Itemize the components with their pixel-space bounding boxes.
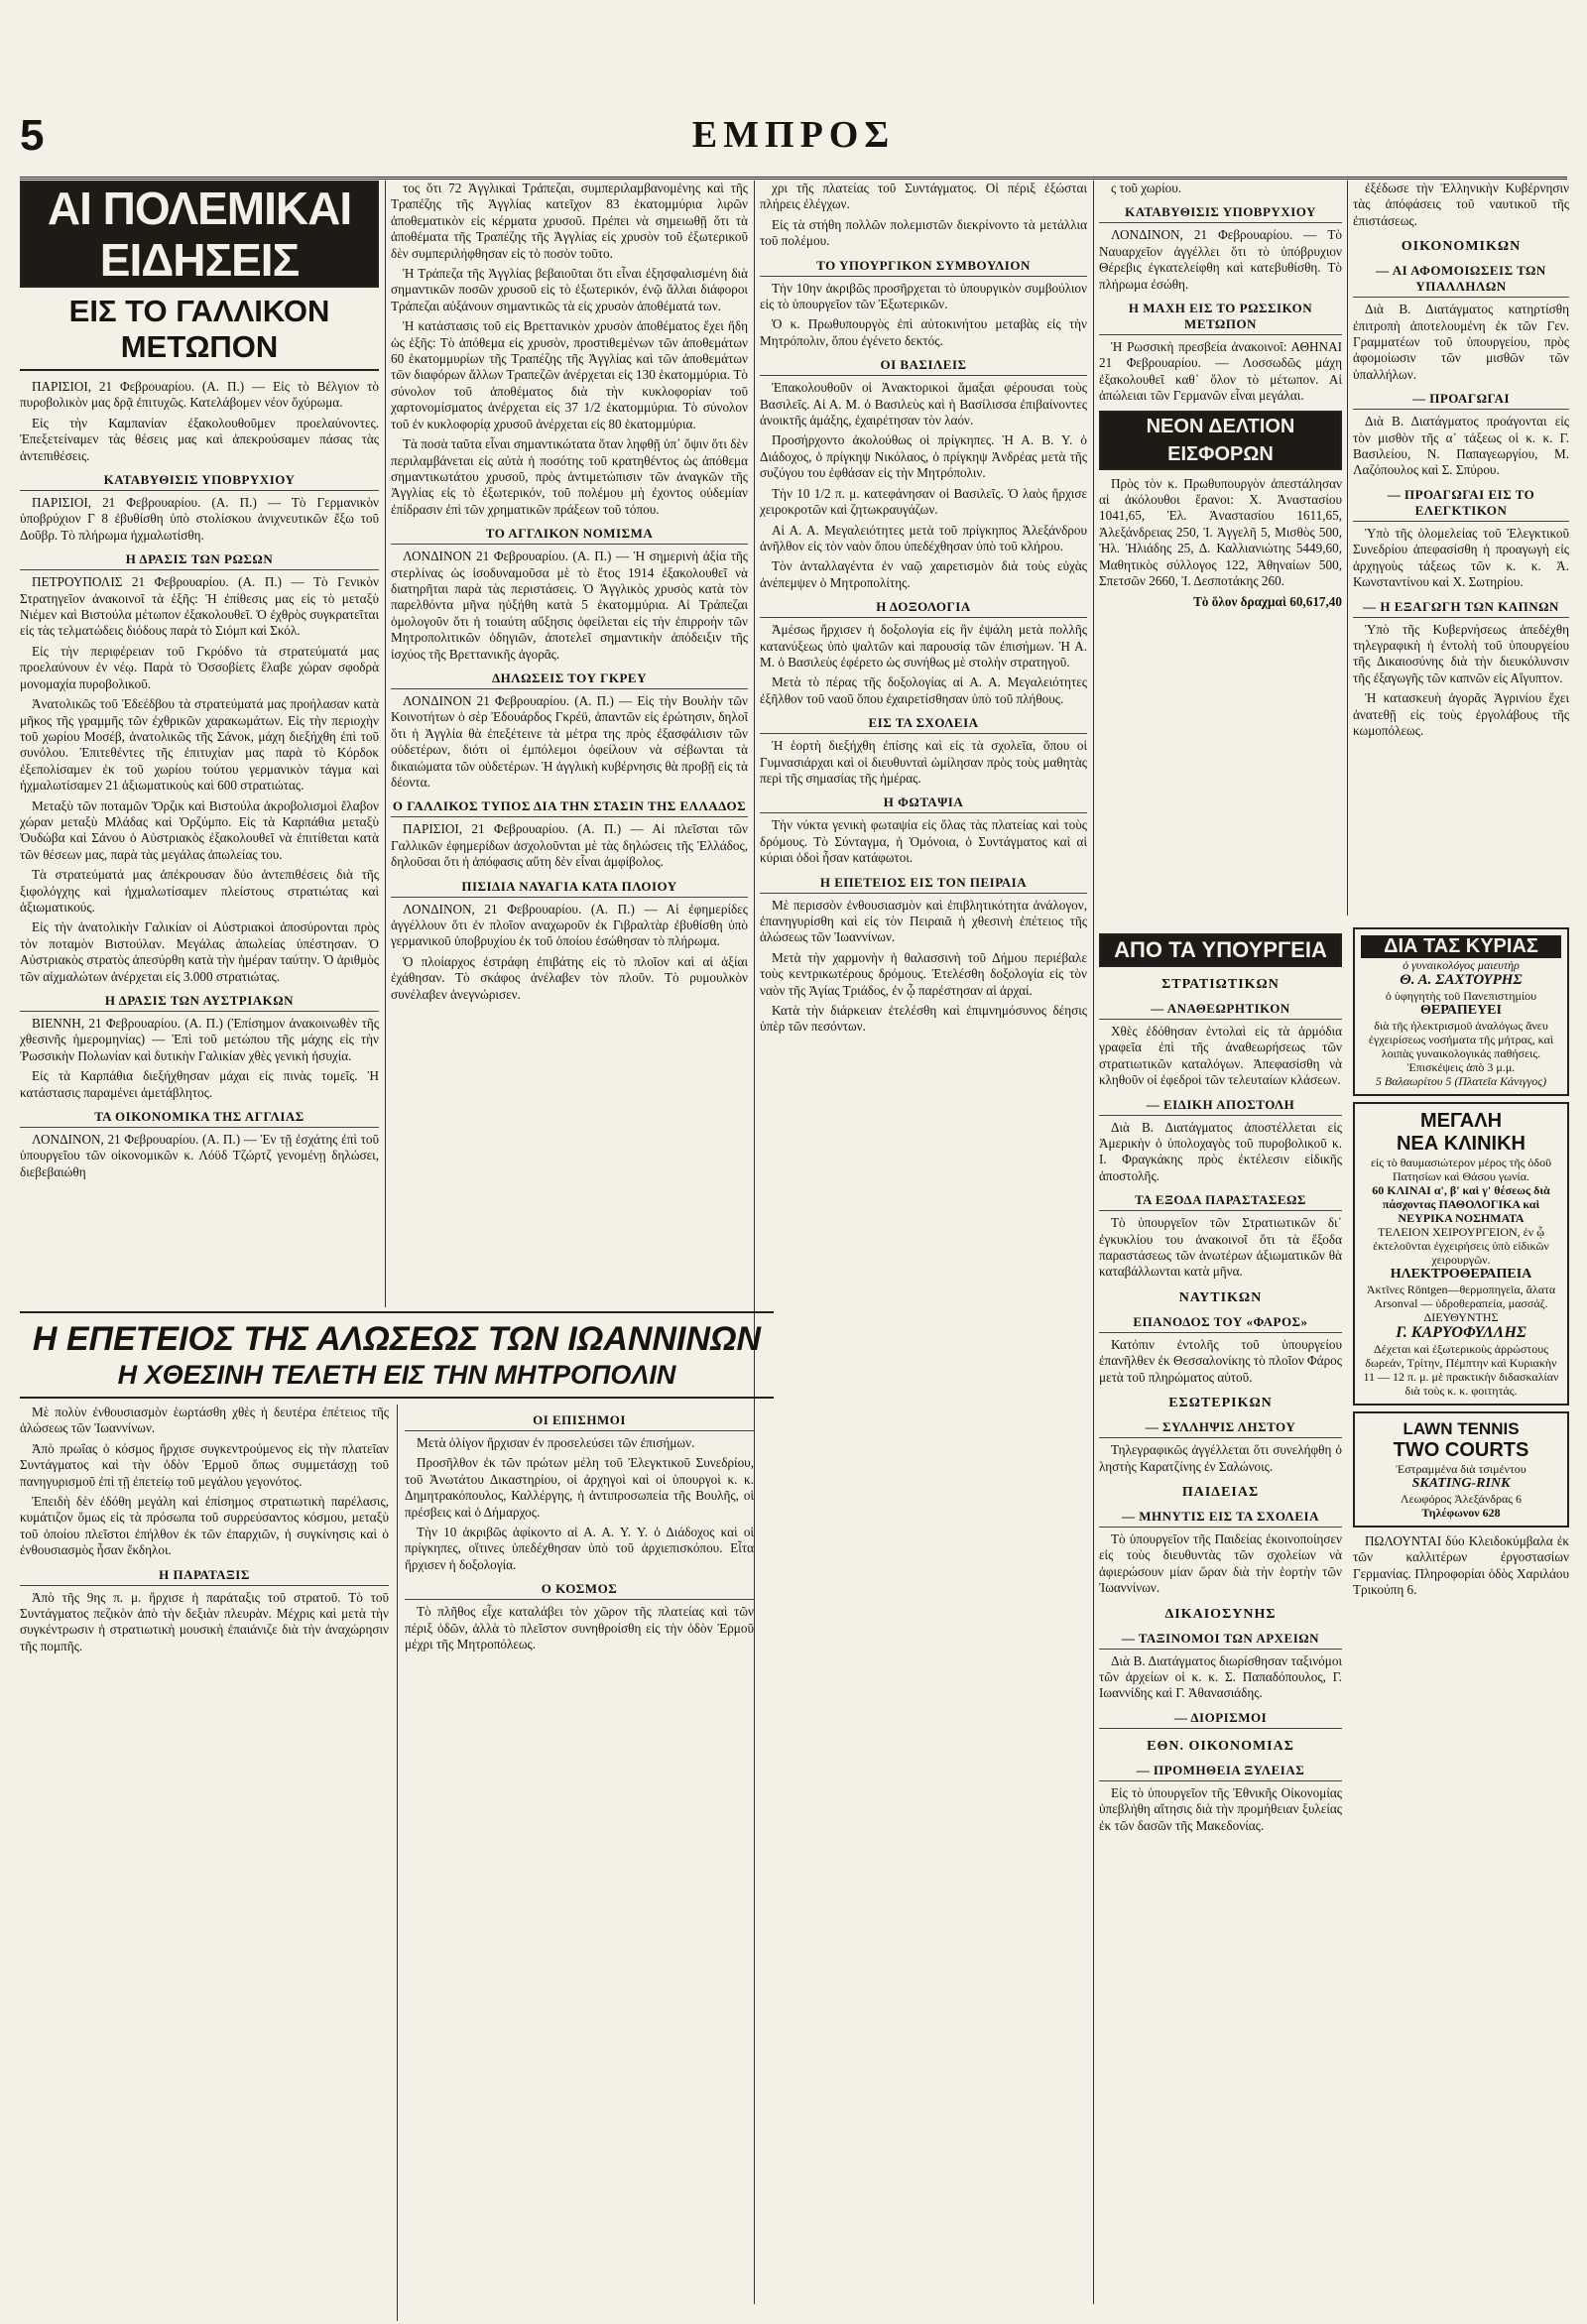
subsection-heading: ΤΑ ΕΞΟΔΑ ΠΑΡΑΣΤΑΣΕΩΣ	[1099, 1192, 1342, 1211]
ad-line: Ἀκτῖνες Röntgen—θερμοπηγεῖα, ἄλατα Arsonval — ὑδροθεραπεία, μασσάζ.	[1366, 1283, 1556, 1310]
headline-war-news: ΑΙ ΠΟΛΕΜΙΚΑΙ ΕΙΔΗΣΕΙΣ	[20, 181, 379, 288]
article-paragraph: ΠΕΤΡΟΥΠΟΛΙΣ 21 Φεβρουαρίου. (Α. Π.) — Τὸ Γενικὸν Στρατηγεῖον ἀνακοινοῖ τὰ ἑξῆς: Ἡ ἐπίθεσις μας εἰς τὸ μεταξὺ Νιέμεν καὶ Βιστούλα μέτωπον ἐξακολουθεῖ. Ὁ ἐχθρὸς συγκρατεῖται εἰς τὰς τελματώδεις διόδους παρὰ τὸ Σιόμπ καὶ Σκόλ.	[20, 574, 379, 639]
article-paragraph: Μετὰ ὀλίγον ἤρχισαν ἐν προσελεύσει τῶν ἐπισήμων.	[417, 1435, 695, 1450]
article-paragraph: Τὴν 10 1/2 π. μ. κατεφάνησαν οἱ Βασιλεῖς. Ὁ λαὸς ἤρχισε χειροκροτῶν καὶ ζητωκραυγάζων.	[760, 485, 1087, 518]
ad-line: ὁ ὑφηγητὴς τοῦ Πανεπιστημίου	[1385, 989, 1537, 1003]
ad-clinic	[1353, 1102, 1569, 1406]
article-paragraph: Τὰ στρατεύματά μας ἀπέκρουσαν δύο ἀντεπιθέσεις διὰ τῆς ξιφολόγχης καὶ ἠχμαλωτίσαμεν πλείστους στρατιώτας καὶ ἀξιωματικούς.	[20, 867, 379, 915]
article-paragraph: Ὑπὸ τῆς Κυβερνήσεως ἀπεδέχθη τηλεγραφικὴ ἡ ἐντολὴ τοῦ ὑπουργείου τῆς Δικαιοσύνης διὰ τὴν διευκόλυνσιν τῆς ἐξαγωγῆς τῶν καπνῶν εἰς Αἴγυπτον.	[1353, 621, 1569, 685]
article-paragraph: Μεταξὺ τῶν ποταμῶν Ὄρζικ καὶ Βιστούλα ἀκροβολισμοὶ ἔλαβον χώραν μεταξὺ Μλάδας καὶ Ὀρζύμπο. Εἰς τὰ Καρπάθια μεταξὺ Ὀυδώβα καὶ Σάνου ὁ Αὐστριακὸς ἐξακολουθεῖ νὰ ἐπιτίθεται κατὰ τῶν θέσεων μας, παρὰ τὰς μεγάλας ἀπωλείας του.	[20, 797, 379, 862]
subsection-heading: — ΤΑΞΙΝΟΜΟΙ ΤΩΝ ΑΡΧΕΙΩΝ	[1099, 1631, 1342, 1650]
ad-line: Δέχεται καὶ ἐξωτερικοὺς ἀρρώστους δωρεάν, Τρίτην, Πέμπτην καὶ Κυριακὴν 11 — 12 π. μ. μὲ πρακτικὴν διδασκαλίαν διὰ τοὺς κ. κ. φοιτητάς.	[1363, 1342, 1559, 1398]
ad-line: εἰς τὸ θαυμασιώτερον μέρος τῆς ὁδοῦ Πατησίων καὶ Θάσου γωνία.	[1370, 1156, 1552, 1183]
article-paragraph: Ἀπὸ πρωΐας ὁ κόσμος ἤρχισε συγκεντρούμενος εἰς τὴν πλατεῖαν Συντάγματος καὶ τὴν ὁδὸν Ἑρμοῦ ὅπως συμμετάσχῃ τοῦ πανηγυρισμοῦ ἐπὶ τῇ ἐπετείῳ τοῦ μεγάλου γεγονότος.	[20, 1440, 389, 1489]
subsection-heading: — ΑΝΑΘΕΩΡΗΤΙΚΟΝ	[1099, 1001, 1342, 1020]
section-heading: ΣΤΡΑΤΙΩΤΙΚΩΝ	[1161, 977, 1280, 992]
column-2	[391, 181, 748, 1307]
ad-title: ΜΕΓΑΛΗ	[1419, 1110, 1503, 1132]
article-paragraph: Εἰς τὴν ἀνατολικὴν Γαλικίαν οἱ Αὐστριακοὶ ἀποσύρονται πρὸς τὸν ποταμὸν Βιστούλαν. Μεγάλας ἀπωλείας ὑπέστησαν. Ὁ Αὐστριακὸς στρατὸς ἀπεσύρθη κατὰ τὴν ἡμέραν ταύτην. Ὁ ἀριθμὸς τῶν αἰχμαλώτων ἀνέρχεται εἰς 3.000 στρατιώτας.	[20, 919, 379, 984]
ad-line: 5 Βαλαωρίτου 5 (Πλατεῖα Κάνιγγος)	[1375, 1074, 1547, 1088]
article-paragraph: Μὲ πολὺν ἐνθουσιασμὸν ἑωρτάσθη χθὲς ἡ δευτέρα ἐπέτειος τῆς ἁλώσεως τῶν Ἰωαννίνων.	[20, 1405, 389, 1436]
article-paragraph: Ἀπὸ τῆς 9ης π. μ. ἤρχισε ἡ παράταξις τοῦ στρατοῦ. Τὸ τοῦ Συντάγματος πεζικὸν ἀπὸ τὴν δεξιὰν πλευρὰν. Μέχρις καὶ μετὰ τὴν συγκέντρωσιν ἡ στρατιωτικὴ μουσικὴ ἐπαιάνιζε διὰ τὴν ἀναχώρησιν τῆς πομπῆς.	[20, 1589, 389, 1653]
ad-title: TWO COURTS	[1393, 1439, 1529, 1461]
article-paragraph: Εἰς τὴν Καμπανίαν ἐξακολουθοῦμεν προελαύνοντες. Ἐπεξετείναμεν τὰς θέσεις μας καὶ ἀπεκρούσαμεν πάσας τὰς ἀντεπιθέσεις.	[20, 415, 379, 463]
column-1	[20, 181, 379, 1307]
column-4	[1099, 181, 1342, 916]
ioannina-columns	[20, 1399, 774, 2321]
ad-line: Λεωφόρος Ἀλεξάνδρας 6	[1400, 1492, 1523, 1506]
ad-kyrias	[1353, 927, 1569, 1096]
article-paragraph: Μετὰ τὴν χαρμονὴν ἡ θαλασσινὴ τοῦ Δήμου περιέβαλε τοὺς κεντρικωτέρους δρόμους. Ἐτελέσθη δοξολογία εἰς τὸν ναὸν τῆς Ἁγίας Τριάδος, ἐν ᾧ παρέστησαν αἱ ἀρχαί.	[760, 949, 1087, 998]
article-paragraph: Ἡ ἑορτὴ διεξήχθη ἐπίσης καὶ εἰς τὰ σχολεῖα, ὅπου οἱ Γυμνασιάρχαι καὶ οἱ διευθυνταὶ ὡμίλησαν πρὸς τοὺς μαθητὰς περὶ τῆς σημασίας τῆς ἡμέρας.	[760, 738, 1087, 786]
ioannina-left-column	[20, 1405, 389, 2321]
article-paragraph: Διὰ Β. Διατάγματος προάγονται εἰς τὸν μισθὸν τῆς α᾽ τάξεως οἱ κ. κ. Γ. Βασιλείου, Ν. Παπαγεωργίου, Μ. Λαζόπουλος καὶ Σ. Σπύρου.	[1353, 414, 1569, 478]
section-heading: ΠΙΣΙΔΙΑ ΝΑΥΑΓΙΑ ΚΑΤΑ ΠΛΟΙΟΥ	[391, 879, 748, 898]
ad-line: διὰ τῆς ἠλεκτρισμοῦ ἀναλόγως ἄνευ ἐγχειρίσεως νοσήματα τῆς μήτρας, καὶ λοιπὰς γυναικολογικάς παθήσεις. Ἐπισκέψεις ἀπὸ 3 μ.μ.	[1368, 1019, 1554, 1074]
article-paragraph: χρι τῆς πλατείας τοῦ Συντάγματος. Οἱ πέριξ ἐξώσται πλήρεις ἐλέγχων.	[760, 181, 1087, 212]
ad-line: 60 ΚΛΙΝΑΙ α', β' καὶ γ' θέσεως διὰ πάσχοντας ΠΑΘΟΛΟΓΙΚΑ καὶ ΝΕΥΡΙΚΑ ΝΟΣΗΜΑΤΑ	[1372, 1183, 1550, 1225]
section-heading: Η ΦΩΤΑΨΙΑ	[760, 795, 1087, 813]
section-heading: ΕΣΩΤΕΡΙΚΩΝ	[1168, 1396, 1273, 1411]
column-rule	[1347, 181, 1348, 916]
subsection-heading: — ΑΙ ΑΦΟΜΟΙΩΣΕΙΣ ΤΩΝ ΥΠΑΛΛΗΛΩΝ	[1353, 263, 1569, 298]
article-paragraph: ΛΟΝΔΙΝΟΝ, 21 Φεβρουαρίου. (Α. Π.) — Ἐν τῇ ἐσχάτης ἐπὶ τοῦ ὑπουργεῖου τῶν οἰκονομικῶν κ. Λόϋδ Τζώρτζ γενομένῃ δηλώσει, διεβεβαιώθη	[20, 1132, 379, 1179]
article-paragraph: Προσῆλθον ἐκ τῶν πρώτων μέλη τοῦ Ἐλεγκτικοῦ Συνεδρίου, τοῦ Ἀνωτάτου Δικαστηρίου, οἱ ἀρχηγοὶ καὶ οἱ ὑπουργοὶ κ. κ. Δημητρακόπουλος, Καλλέργης, ἡ ἀντιπροσωπεία τῆς Βουλῆς, οἱ πρέσβεις καὶ ὁ Δήμαρχος.	[405, 1455, 754, 1520]
ad-title: LAWN TENNIS	[1403, 1419, 1520, 1438]
article-paragraph: Ἡ κατάστασις τοῦ εἰς Βρεττανικὸν χρυσὸν ἀποθέματος ἔχει ἤδη ὡς ἑξῆς: Τὸ ἀπόθεμα εἰς χρυσὸν, προστιθεμένων τῶν ἀποθεμάτων 60 ἑκατομμυρίων τῆς Τραπέζης τῆς Ἀγγλίας καὶ τῶν ἀποθεμάτων τῶν διαφόρων ἄλλων Τραπεζῶν ἀνέρχεται εἰς 130 ἑκατομμύρια. Τὸ σύνολον τοῦ ἀποθέματος διὰ τὴν κυκλοφορίαν τοῦ χαρτονομίσματος ἀνέρχεται εἰς 37 1/2 ἑκατομμύρια. Τὸ σύνολον τοῦ ἐν κυκλοφορίᾳ χρυσοῦ ἀνέρχεται εἰς 80 ἑκατομμύρια.	[391, 318, 748, 431]
section-heading: ΤΟ ΑΓΓΛΙΚΟΝ ΝΟΜΙΣΜΑ	[391, 526, 748, 545]
article-paragraph: ΒΙΕΝΝΗ, 21 Φεβρουαρίου. (Α. Π.) (Ἐπίσημον ἀνακοινωθὲν τῆς χθεσινῆς ἡμερομηνίας) — Ἐπὶ τοῦ μετώπου τῆς μάχης εἰς τὴν Ῥωσσικὴν Πολωνίαν καὶ δυτικὴν Γαλικίαν χθὲς γενικὴ ἡσυχία.	[20, 1016, 379, 1063]
ad-line: Τηλέφωνον 628	[1421, 1506, 1501, 1520]
section-heading: Η ΜΑΧΗ ΕΙΣ ΤΟ ΡΩΣΣΙΚΟΝ ΜΕΤΩΠΟΝ	[1099, 301, 1342, 335]
article-paragraph: Ἡ Ρωσσικὴ πρεσβεία ἀνακοινοῖ: ΑΘΗΝΑΙ 21 Φεβρουαρίου. — Λοσσωδῶς μάχη ἐξακολουθεῖ καθ᾽ ὅλον τὸ μέτωπον. Αἱ ἀπώλειαι τῶν Γερμανῶν εἶναι μεγάλαι.	[1099, 339, 1342, 404]
article-paragraph: Αἱ Α. Α. Μεγαλειότητες μετὰ τοῦ πρίγκηπος Ἀλεξάνδρου ἀνῆλθον εἰς τὸν ναὸν ὅπου ὑπεδέχθησαν ὑπὸ τοῦ κλήρου.	[760, 522, 1087, 553]
subsection-heading: — Η ΕΞΑΓΩΓΗ ΤΩΝ ΚΑΠΝΩΝ	[1353, 599, 1569, 618]
article-paragraph: Τὴν νύκτα γενικὴ φωταψία εἰς ὅλας τὰς πλατείας καὶ τοὺς δρόμους. Τὸ Σύνταγμα, ἡ Ὁμόνοια, ὁ Συντάγματος καὶ αἱ κύριαι ὁδοὶ ἦσαν κατάφωτοι.	[760, 817, 1087, 866]
ad-line: SKATING-RINK	[1411, 1476, 1511, 1491]
ad-line: ΔΙΕΥΘΥΝΤΗΣ	[1423, 1310, 1499, 1324]
subsection-heading: ΕΠΑΝΟΔΟΣ ΤΟΥ «ΦΑΡΟΣ»	[1099, 1314, 1342, 1333]
article-paragraph: ΛΟΝΔΙΝΟΝ 21 Φεβρουαρίου. (Α. Π.) — Εἰς τὴν Βουλὴν τῶν Κοινοτήτων ὁ σὲρ Ἐδουάρδος Γκρέϋ, ἀπαντῶν εἰς ἐρώτησιν, δηλοῖ ὅτι ἡ Ἀγγλία θὰ ἐπεξέτεινε τὰ μέτρα της πρὸς ἐξασφάλισιν τῶν οὐδετέρων, διότι οἱ ἐμπόλεμοι ὀφείλουν νὰ σέβωνται τὰ δικαιώματα τῶν οὐδετέρων. Ἡ ἀγγλικὴ κυβέρνησις θὰ προβῇ εἰς τὰ δέοντα.	[391, 692, 748, 790]
article-paragraph: ΛΟΝΔΙΝΟΝ 21 Φεβρουαρίου. (Α. Π.) — Ἡ σημερινὴ ἀξία τῆς στερλίνας ὡς ἰσοδυναμοῦσα μὲ τὸ ἔτος 1914 ἐξακολουθεῖ νὰ διατηρῆται παρὰ τὰς περιστάσεις. Ὁ Ἀγγλικὸς χρυσὸς κατὰ τὸν παρελθόντα μῆνα ηὐξήθη κατὰ 5 ἑκατομμύρια. Αἱ Τράπεζαι ὁμολογοῦν ὅτι ἡ τοιαύτη αὔξησις ὀφείλεται εἰς τὴν ἐπιρροὴν τῶν Μητροπολιτικῶν ὁδηγιῶν, ἀποτελεῖ σημαντικὴν ἀπόδειξιν τῆς ἰσχύος τῆς Βρεττανικῆς ἀγορᾶς.	[391, 549, 748, 662]
ad-line: ὁ γυναικολόγος μαιευτὴρ	[1403, 958, 1520, 972]
section-heading: Η ΠΑΡΑΤΑΞΙΣ	[20, 1567, 389, 1586]
section-heading: Ο ΚΟΣΜΟΣ	[405, 1581, 754, 1600]
headline-new-contributions: ΝΕΟΝ ΔΕΛΤΙΟΝ ΕΙΣΦΟΡΩΝ	[1099, 411, 1342, 470]
contributions-total: Τὸ ὅλον δραχμαὶ 60,617,40	[1193, 593, 1342, 609]
article-paragraph: Ἐπακολουθοῦν οἱ Ἀνακτορικοὶ ἅμαξαι φέρουσαι τοὺς Βασιλεῖς. Αἱ Α. Μ. ὁ Βασιλεὺς καὶ ἡ Βασίλισσα ἐπιβαίνοντες ἀνοικτῆς ἁμάξης, ἐχαιρέτησαν τὸν λαόν.	[760, 380, 1087, 428]
article-paragraph: Ἡ κατασκευὴ ἀγορᾶς Ἀγρινίου ἔχει ἀνατεθῇ εἰς τοὺς ἐργολάβους τῆς κωμοπόλεως.	[1353, 690, 1569, 738]
section-heading: Η ΔΡΑΣΙΣ ΤΩΝ ΑΥΣΤΡΙΑΚΩΝ	[20, 993, 379, 1012]
ioannina-right-column	[405, 1405, 754, 2321]
page-header	[20, 111, 1567, 180]
article-paragraph: ς τοῦ χωρίου.	[1111, 181, 1182, 195]
ioannina-anniversary-article	[20, 1311, 774, 2321]
column-4-lower	[1099, 927, 1342, 2304]
ad-line: ΤΕΛΕΙΟΝ ΧΕΙΡΟΥΡΓΕΙΟΝ, ἐν ᾧ ἐκτελοῦνται ἐγχειρήσεις ὑπὸ εἰδικῶν χειρουργῶν.	[1373, 1225, 1549, 1267]
ad-line: Ἐστραμμένα διὰ τσιμέντου	[1396, 1462, 1526, 1476]
section-heading: ΕΘΝ. ΟΙΚΟΝΟΜΙΑΣ	[1147, 1738, 1294, 1754]
article-paragraph: Τὴν 10ην ἀκριβῶς προσῆρχεται τὸ ὑπουργικὸν συμβούλιον εἰς τὸ ὑπουργεῖον τῶν Ἐξωτερικῶν.	[760, 280, 1087, 312]
column-3	[760, 181, 1087, 2304]
article-paragraph: Προσήρχοντο ἀκολούθως οἱ πρίγκηπες. Ἡ Α. Β. Υ. ὁ Διάδοχος, ὁ πρίγκηψ Νικόλαος, ὁ πρίγκηψ Ἀνδρέας μετὰ τῆς συζύγου του ἐφθάσαν εἰς τὴν Μητρόπολιν.	[760, 432, 1087, 481]
subsection-heading: — ΠΡΟΑΓΩΓΑΙ ΕΙΣ ΤΟ ΕΛΕΓΚΤΙΚΟΝ	[1353, 487, 1569, 522]
ad-title: ΔΙΑ ΤΑΣ ΚΥΡΙΑΣ	[1361, 935, 1561, 958]
column-rule	[397, 1405, 398, 2321]
column-rule	[385, 181, 386, 1307]
page-number: 5	[20, 111, 45, 160]
article-paragraph: Κατόπιν ἐντολῆς τοῦ ὑπουργείου ἐπανῆλθεν ἐκ Θεσσαλονίκης τὸ πλοῖον Φάρος μετὰ τοῦ πληρώματος αὐτοῦ.	[1099, 1336, 1342, 1385]
article-paragraph: Εἰς τὰ στήθη πολλῶν πολεμιστῶν διεκρίνοντο τὰ μετάλλια τοῦ πολέμου.	[760, 216, 1087, 249]
column-5	[1353, 181, 1569, 916]
article-paragraph: Τὴν 10 ἀκριβῶς ἀφίκοντο αἱ Α. Α. Υ. Υ. ὁ Διάδοχος καὶ οἱ πρίγκηπες, οἵτινες ὑπεδέχθησαν ὑπὸ τοῦ ἀρχιεπισκόπου. Εἶτα ἤρχισεν ἡ δοξολογία.	[405, 1525, 754, 1572]
article-paragraph: τος ὅτι 72 Ἀγγλικαὶ Τράπεζαι, συμπεριλαμβανομένης καὶ τῆς Τραπέζης τῆς Ἀγγλίας κατεῖχον 83 ἑκατομμύρια λιρῶν ἀποθεματικὸν εἰς κέρματα χρυσοῦ. Πρέπει νὰ σημειωθῇ ὅτι τὰ ἀποθέματα τῆς Τραπέζης τῆς Ἀγγλίας εἰς χρυσὸν τοῦ ἐξωτερικοῦ δὲν συμπεριλήφθησαν εἰς τὸ ποσὸν τοῦτο.	[391, 181, 748, 261]
article-paragraph: Διὰ Β. Διατάγματος κατηρτίσθη ἐπιτροπὴ ἀποτελουμένη ἐκ τῶν Γεν. Γραμματέων τοῦ ὑπουργείου, πρὸς ἀφομοίωσιν τῶν μισθῶν τῶν ὑπαλλήλων.	[1353, 302, 1569, 382]
article-paragraph: Πρὸς τὸν κ. Πρωθυπουργὸν ἀπεστάλησαν αἱ ἀκόλουθοι ἔρανοι: Χ. Ἀναστασίου 1041,65, Ἑλ. Ἀναστασίου 1611,65, Ἀλεξάνδρειας 250, Ἰ. Ἀγγελῆ 5, Μισθὸς 500, Ἠλ. Ἠλιάδης 25, Δ. Καλλιανιώτης 5449,60, Μαθητικὸς σύλλογος 122, Ἀθηναίων 500, Σπετσῶν 2660, Ἰ. Δεσποτάκης 260.	[1099, 475, 1342, 589]
section-heading: ΚΑΤΑΒΥΘΙΣΙΣ ΥΠΟΒΡΥΧΙΟΥ	[1099, 204, 1342, 223]
section-heading: ΤΑ ΟΙΚΟΝΟΜΙΚΑ ΤΗΣ ΑΓΓΛΙΑΣ	[20, 1109, 379, 1128]
article-paragraph: Κατὰ τὴν διάρκειαν ἐτελέσθη καὶ ἐπιμνημόσυνος δέησις ὑπὲρ τῶν πεσόντων.	[760, 1003, 1087, 1035]
section-heading: Η ΔΡΑΣΙΣ ΤΩΝ ΡΩΣΩΝ	[20, 551, 379, 570]
article-paragraph: Μὲ περισσὸν ἐνθουσιασμὸν καὶ ἐπιβλητικότητα ἀνάλογον, ἐπανηγυρίσθη καὶ εἰς τὸν Πειραιᾶ ἡ χθεσινὴ ἐπέτειος τῆς ἁλώσεως τῶν Ἰωαννίνων.	[760, 897, 1087, 945]
article-paragraph: Τὸ πλῆθος εἶχε καταλάβει τὸν χῶρον τῆς πλατείας καὶ τῶν πέριξ ὁδῶν, ἀλλὰ τὸ πλεῖστον συνηθροίσθη εἰς τὴν ὁδὸν Ἑρμοῦ μέχρι τῆς Μητροπόλεως.	[405, 1604, 754, 1652]
section-heading: Ο ΓΑΛΛΙΚΟΣ ΤΥΠΟΣ ΔΙΑ ΤΗΝ ΣΤΑΣΙΝ ΤΗΣ ΕΛΛΑΔΟΣ	[391, 798, 748, 817]
ad-line: ΘΕΡΑΠΕΥΕΙ	[1420, 1003, 1502, 1018]
article-paragraph: ΠΑΡΙΣΙΟΙ, 21 Φεβρουαρίου. (Α. Π.) — Τὸ Γερμανικὸν ὑποβρύχιον Γ 8 ἐβυθίσθη ὑπὸ στολίσκου ἀνιχνευτικῶν ἔξω τοῦ Δοῦβρ. Τὸ πλήρωμα ἠχμαλωτίσθη.	[20, 495, 379, 543]
ad-line: ΗΛΕΚΤΡΟΘΕΡΑΠΕΙΑ	[1390, 1267, 1532, 1282]
ad-title: ΝΕΑ ΚΛΙΝΙΚΗ	[1396, 1133, 1526, 1155]
ad-line: Γ. ΚΑΡΥΟΦΥΛΛΗΣ	[1396, 1324, 1526, 1341]
headline-ioannina: Η ΕΠΕΤΕΙΟΣ ΤΗΣ ΑΛΩΣΕΩΣ ΤΩΝ ΙΩΑΝΝΙΝΩΝ	[32, 1320, 762, 1358]
article-paragraph: Εἰς τὴν περιφέρειαν τοῦ Γκρόδνο τὰ στρατεύματά μας προελαύνουν ἐν νέῳ. Παρὰ τὸ Ὀσσοβίετς ἔλαβε χώραν σφοδρὰ μονομαχία πυροβολικοῦ.	[20, 643, 379, 691]
section-heading: Η ΕΠΕΤΕΙΟΣ ΕΙΣ ΤΟΝ ΠΕΙΡΑΙΑ	[760, 875, 1087, 894]
section-heading: Η ΔΟΞΟΛΟΓΙΑ	[760, 599, 1087, 618]
ad-tennis	[1353, 1411, 1569, 1528]
ad-line: Θ. Α. ΣΑΧΤΟΥΡΗΣ	[1400, 972, 1523, 988]
article-paragraph: ΠΑΡΙΣΙΟΙ, 21 Φεβρουαρίου. (Α. Π.) — Αἱ πλεῖσται τῶν Γαλλικῶν ἐφημερίδων ἀσχολοῦνται μὲ τὰς δηλώσεις τῆς Ἑλλάδος, δηλοῦσαι ὅτι ἡ ἀπόφασις αὕτη δὲν εἶναι ἀμφίβολος.	[391, 821, 748, 870]
section-heading: ΠΑΙΔΕΙΑΣ	[1181, 1484, 1260, 1500]
article-paragraph: ἐξέδωσε τὴν Ἑλληνικὴν Κυβέρνησιν τὰς ἀπόφάσεις τοῦ ναυτικοῦ τῆς ἐπιστάσεως.	[1353, 181, 1569, 228]
article-paragraph: Διὰ Β. Διατάγματος ἀποστέλλεται εἰς Ἀμερικὴν ὁ ὑπολοχαγὸς τοῦ πυροβολικοῦ κ. Ι. Φραγκάκης πρὸς ἐκτέλεσιν εἰδικῆς ἀποστολῆς.	[1099, 1119, 1342, 1183]
headline-french-front: ΕΙΣ ΤΟ ΓΑΛΛΙΚΟΝ ΜΕΤΩΠΟΝ	[20, 294, 379, 371]
headline-ministries: ΑΠΟ ΤΑ ΥΠΟΥΡΓΕΙΑ	[1099, 933, 1342, 967]
article-paragraph: Ἀνατολικῶς τοῦ Ἐδεέδβου τὰ στρατεύματά μας προήλασαν κατὰ μῆκος τῆς γραμμῆς τῶν ἐχθρικῶν χαρακωμάτων. Εἰς τὴν περιοχὴν τοῦ χωρίου Μοσέβ, ἀνατολικῶς τῆς Σάνοκ, μάχη διεξήχθη ἐπὶ τοῦ συνόλου. Ἐπιτεθέντες τῆς ἐπιτυχίαν μας παρὰ τὸ Κόρδοκ ἐξεπολίσαμεν ἐκ τοῦ χωρίου τούτου γερμανικὸν τάγμα καὶ ἠχμαλωτίσαμεν 21 ἀξιωματικοὺς καὶ 600 στρατιώτας.	[20, 696, 379, 794]
article-paragraph: Μετὰ τὸ πέρας τῆς δοξολογίας αἱ Α. Α. Μεγαλειότητες ἐξῆλθον τοῦ ναοῦ ὅπου ἐχαιρετίσθησαν ὑπὸ τοῦ πλήθους.	[760, 674, 1087, 706]
section-heading: ΕΙΣ ΤΑ ΣΧΟΛΕΙΑ	[760, 715, 1087, 734]
article-paragraph: Εἰς τὰ Καρπάθια διεξήχθησαν μάχαι εἰς πινὰς τομεῖς. Ἡ κατάστασις παραμένει ἀμετάβλητος.	[20, 1068, 379, 1100]
article-paragraph: Τὸ ὑπουργεῖον τῶν Στρατιωτικῶν δι᾽ ἐγκυκλίου του ἀνακοινοῖ ὅτι τὰ ἔξοδα παραστάσεως τῶν ἀνωτέρων ἀξιωματικῶν θὰ καταβάλλωνται κατὰ μῆνα.	[1099, 1215, 1342, 1280]
subsection-heading: — ΠΡΟΜΗΘΕΙΑ ΞΥΛΕΙΑΣ	[1099, 1763, 1342, 1781]
article-paragraph: Εἰς τὸ ὑπουργεῖον τῆς Ἐθνικῆς Οἰκονομίας ὑπεβλήθη αἴτησις διὰ τὴν προμήθειαν ξυλείας ἐκ τῶν δασῶν τῆς Μακεδονίας.	[1099, 1784, 1342, 1833]
subsection-heading: — ΜΗΝΥΤΙΣ ΕΙΣ ΤΑ ΣΧΟΛΕΙΑ	[1099, 1509, 1342, 1528]
column-rule	[1093, 181, 1094, 2304]
section-heading: ΟΙ ΕΠΙΣΗΜΟΙ	[405, 1412, 754, 1431]
newspaper-title: ΕΜΠΡΟΣ	[691, 114, 896, 156]
subsection-heading: — ΣΥΛΛΗΨΙΣ ΛΗΣΤΟΥ	[1099, 1419, 1342, 1438]
article-paragraph: ΛΟΝΔΙΝΟΝ, 21 Φεβρουαρίου. (Α. Π.) — Αἱ ἐφημερίδες ἀγγέλλουν ὅτι ἐν πλοῖον αναχωροῦν ἐκ Γιβραλτὰρ ἐβυθίσθη ὑπὸ γερμανικοῦ ὑποβρυχίου ἐκ τοῦ ὁποίου ἐσώθησαν τὸ πλήρωμα.	[391, 901, 748, 949]
section-heading: ΤΟ ΥΠΟΥΡΓΙΚΟΝ ΣΥΜΒΟΥΛΙΟΝ	[760, 258, 1087, 277]
article-paragraph: Τηλεγραφικῶς ἀγγέλλεται ὅτι συνελήφθη ὁ ληστὴς Καρατζίνης ἐν Σαλώνοις.	[1099, 1442, 1342, 1474]
section-heading: ΟΙΚΟΝΟΜΙΚΩΝ	[1401, 239, 1522, 255]
article-paragraph: Ἀμέσως ἤρχισεν ἡ δοξολογία εἰς ἣν ἐψάλη μετὰ πολλῆς κατανύξεως ὑπὸ ψαλτῶν καὶ παρουσίᾳ τῶν ἐπισήμων. Ἡ Α. Μ. ὁ Βασιλεὺς ἐφέρετο ὡς συνήθως μὲ στολὴν στρατηγοῦ.	[760, 622, 1087, 670]
article-paragraph: Διὰ Β. Διατάγματος διωρίσθησαν ταξινόμοι τῶν ἀρχείων οἱ κ. κ. Σ. Παπαδόπουλος, Γ. Ιωαννίδης καὶ Γ. Ἀθανασιάδης.	[1099, 1652, 1342, 1701]
section-heading: ΝΑΥΤΙΚΩΝ	[1178, 1289, 1263, 1305]
article-paragraph: Ἡ Τράπεζα τῆς Ἀγγλίας βεβαιοῦται ὅτι εἶναι ἐξησφαλισμένη διὰ σημαντικῶν ποσῶν χρυσοῦ εἰς τὸ ἐξωτερικόν, ἐνῷ ἄλλαι διάφοροι Τράπεζαι αὐξάνουν σημαντικῶς τὰ εἰς χρυσὸν ἀποθέματά των.	[391, 266, 748, 313]
section-heading: ΟΙ ΒΑΣΙΛΕΙΣ	[760, 357, 1087, 376]
article-paragraph: Ἐπειδὴ δὲν ἐδόθη μεγάλη καὶ ἐπίσημος στρατιωτικὴ παρέλασις, κυμάτιζον ὅμως εἰς τὰ πρόσωπα τοῦ συρρεύσαντος κόσμου, μεταξὺ τοῦ ὁποίου πλεῖστοι ἐπήλθον ἐκ τῶν ἐπαρχιῶν, ἡ συγκίνησις καὶ ὁ ἐνθουσιασμὸς ἦσαν ἔκδηλοι.	[20, 1494, 389, 1558]
article-paragraph: Τὸν ἀνταλλαγέντα ἐν ναῷ χαιρετισμὸν διὰ τοὺς εὐχὰς ἀνέπεμψεν ὁ Μητροπολίτης.	[760, 558, 1087, 590]
small-ads-column	[1353, 927, 1569, 2304]
subsection-heading: — ΠΡΟΑΓΩΓΑΙ	[1353, 391, 1569, 410]
article-paragraph: Τὸ ὑπουργεῖον τῆς Παιδείας ἐκοινοποίησεν εἰς τοὺς διευθυντὰς τῶν σχολείων νὰ ἀφιερώσουν μίαν ὥραν διὰ τὴν ἑορτὴν τῶν Ἰωαννίνων.	[1099, 1530, 1342, 1596]
article-paragraph: Ὑπὸ τῆς ὁλομελείας τοῦ Ἐλεγκτικοῦ Συνεδρίου ἀπεφασίσθη ἡ προαγωγὴ εἰς ἀρχηγοὺς τάξεως τῶν κ. κ. Ἀ. Κωνσταντίνου καὶ Χ. Σωτηρίου.	[1353, 525, 1569, 590]
article-paragraph: ΛΟΝΔΙΝΟΝ, 21 Φεβρουαρίου. — Τὸ Ναυαρχεῖον ἀγγέλλει ὅτι τὸ ὑπόβρυχιον Θέρεβις ἐγκατελείφθη καὶ κατεβυθίσθη. Τὸ πλήρωμα ἐσώθη.	[1099, 227, 1342, 292]
section-heading: ΚΑΤΑΒΥΘΙΣΙΣ ΥΠΟΒΡΥΧΙΟΥ	[20, 472, 379, 491]
section-heading: ΔΙΚΑΙΟΣΥΝΗΣ	[1164, 1606, 1277, 1622]
subsection-heading: — ΕΙΔΙΚΗ ΑΠΟΣΤΟΛΗ	[1099, 1097, 1342, 1116]
article-paragraph: Χθὲς ἐδόθησαν ἐντολαὶ εἰς τὰ ἀρμόδια γραφεῖα ἐπὶ τῆς ἀναθεωρήσεως τῶν στρατιωτικῶν καταλόγων. Ἀπεφασίσθη νὰ κληθοῦν οἱ ἐφεδροὶ τῶν τελευταίων κλάσεων.	[1099, 1024, 1342, 1088]
headline-ceremony: Η ΧΘΕΣΙΝΗ ΤΕΛΕΤΗ ΕΙΣ ΤΗΝ ΜΗΤΡΟΠΟΛΙΝ	[20, 1359, 774, 1399]
subsection-heading: — ΔΙΟΡΙΣΜΟΙ	[1099, 1710, 1342, 1729]
article-paragraph: Ὁ πλοίαρχος ἐστράφη ἐπιβάτης εἰς τὸ πλοῖον καὶ αἱ ἀξίαι ἐχάθησαν. Τὸ σκάφος ἀνέλαβεν τὸν πλοῦν. Τὸ ρυμουλκὸν συνέλαβεν ἀνεγνώρισεν.	[391, 953, 748, 1002]
article-paragraph: Ὁ κ. Πρωθυπουργὸς ἐπὶ αὐτοκινήτου μεταβὰς εἰς τὴν Μητρόπολιν, ὅπου ἐγένετο δεκτός.	[760, 316, 1087, 348]
section-heading: ΔΗΛΩΣΕΙΣ ΤΟΥ ΓΚΡΕΥ	[391, 671, 748, 689]
ad-pianos: ΠΩΛΟΥΝΤΑΙ δύο Κλειδοκύμβαλα ἐκ τῶν καλλιτέρων ἐργοστασίων Γερμανίας. Πληροφορίαι ὁδὸς Χαριλάου Τρικούπη 6.	[1353, 1533, 1569, 1598]
article-paragraph: Τὰ ποσὰ ταῦτα εἶναι σημαντικώτατα ὅταν ληφθῇ ὑπ᾽ ὄψιν ὅτι δὲν περιλαμβάνεται εἰς αὐτὰ ἡ ποσότης τοῦ κρατηθέντος ὡς ἀπόθεμα σημαντικωτάτου χρυσοῦ, πρὸς ἀντιμετώπισιν τῶν ἀναγκῶν τῆς Ἀγγλίας εἰς τὸ ἐξωτερικόν, τοῦ πολέμου μὴ ἐχοντος οὐδεμίαν ἐπίδρασιν ἐπὶ τῶν χρηματικῶν πράξεων τοῦ τόπου.	[391, 436, 748, 517]
article-paragraph: ΠΑΡΙΣΙΟΙ, 21 Φεβρουαρίου. (Α. Π.) — Εἰς τὸ Βέλγιον τὸ πυροβολικὸν μας δρᾷ ἐπιτυχῶς. Κατελάβομεν νέον ὄχύρωμα.	[20, 379, 379, 411]
